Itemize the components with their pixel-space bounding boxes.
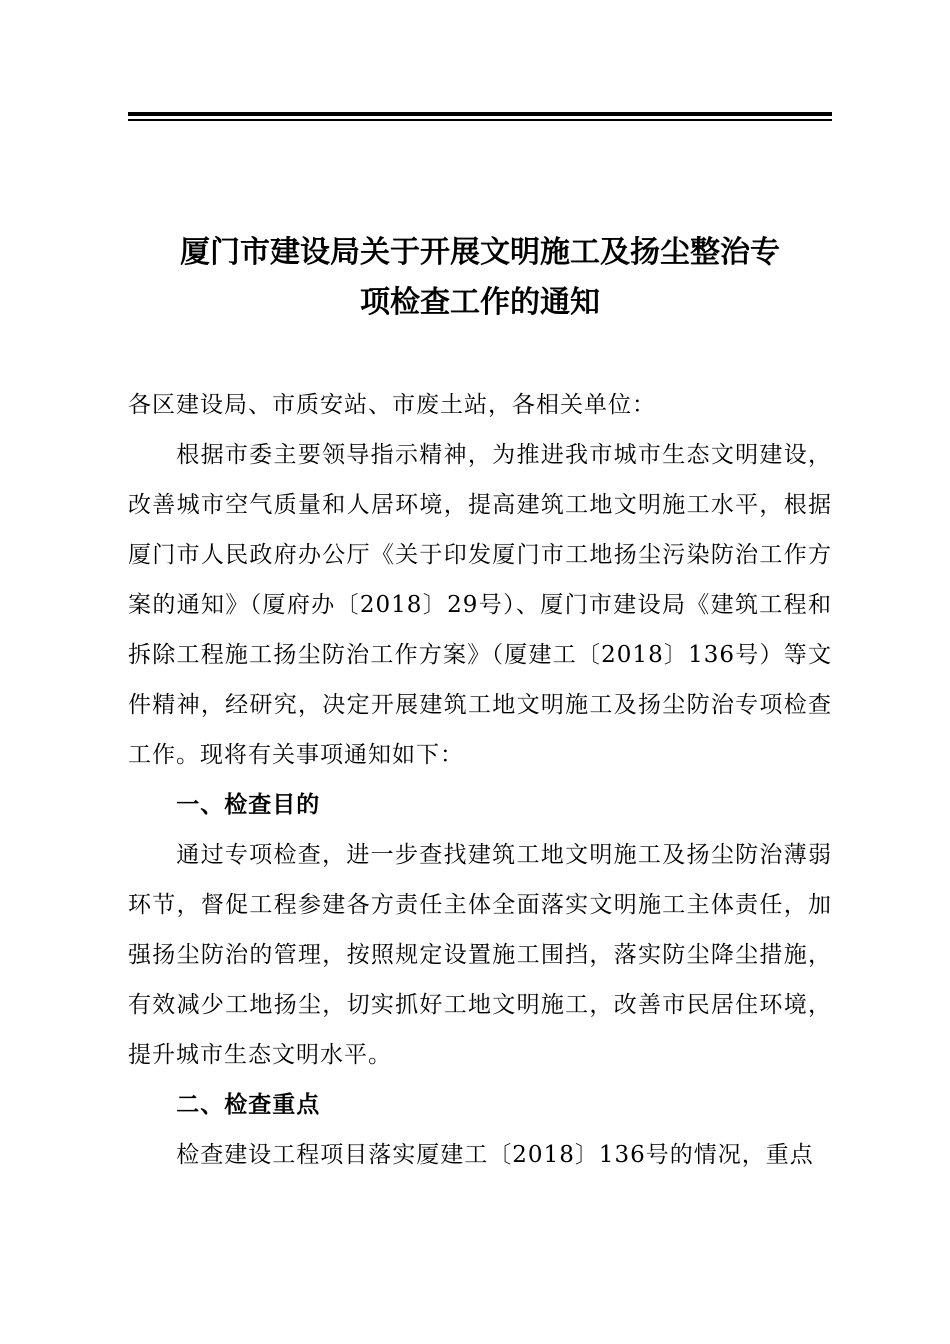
intro-paragraph: 根据市委主要领导指示精神，为推进我市城市生态文明建设，改善城市空气质量和人居环境，提高建筑工地文明施工水平，根据厦门市人民政府办公厅《关于印发厦门市工地扬尘污染防治工作方案的通知》（厦府办〔2018〕29号）、厦门市建设局《建筑工程和拆除工程施工扬尘防治工作方案》（厦建工〔2018〕136号）等文件精神，经研究，决定开展建筑工地文明施工及扬尘防治专项检查工作。现将有关事项通知如下： <box>128 442 832 768</box>
salutation: 各区建设局、市质安站、市废土站，各相关单位： <box>128 392 656 418</box>
section-1-paragraph: 通过专项检查，进一步查找建筑工地文明施工及扬尘防治薄弱环节，督促工程参建各方责任主体全面落实文明施工主体责任，加强扬尘防治的管理，按照规定设置施工围挡，落实防尘降尘措施，有效减少工地扬尘，切实抓好工地文明施工，改善市民居住环境，提升城市生态文明水平。 <box>128 842 832 1068</box>
document-title-line-2: 项检查工作的通知 <box>360 285 600 320</box>
header-double-rule-thick <box>128 112 832 116</box>
section-2-paragraph: 检查建设工程项目落实厦建工〔2018〕136号的情况，重点 <box>176 1142 814 1168</box>
document-title-line-1: 厦门市建设局关于开展文明施工及扬尘整治专 <box>180 235 780 270</box>
section-2-heading: 二、检查重点 <box>176 1092 321 1118</box>
document-body <box>128 380 832 1180</box>
document-title <box>128 228 832 328</box>
header-double-rule-thin <box>128 119 832 121</box>
section-1-heading: 一、检查目的 <box>176 792 321 818</box>
